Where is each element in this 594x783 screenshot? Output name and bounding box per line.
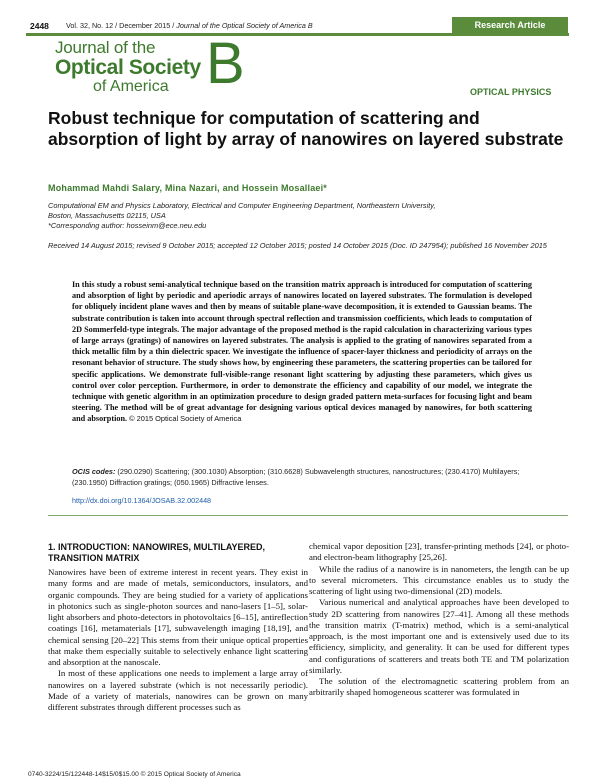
doi-link[interactable]: http://dx.doi.org/10.1364/JOSAB.32.002448 xyxy=(72,496,212,505)
corresponding-author: *Corresponding author: hosseinm@ece.neu.edu xyxy=(48,221,207,230)
affiliation-line: Boston, Massachusetts 02115, USA xyxy=(48,211,166,220)
journal-logo xyxy=(55,36,205,94)
affiliation xyxy=(48,201,568,231)
journal-name: Journal of the Optical Society of America B xyxy=(176,21,313,30)
abstract-text: In this study a robust semi-analytical technique based on the transition matrix approach is introduced for computation of scattering and absorption of light by periodic and aperiodic arrays of nanowires located on layered substrates. The formulation is developed for obliquely incident plane waves and then by means of suitable plane-wave decomposition, it is extended to Gaussian beams. The substrate contribution is taken into account through spectral reflection and transmission coefficients, which leads to computation of 2D Sommerfeld-type integrals. The major advantage of the proposed method is the rapid calculation in characterizing various types of large arrays (gratings) of nanowires on layered substrates. The analysis is applied to the grating of nanowires separated from a thick metallic film by a thin dielectric spacer. We investigate the influence of spacer-layer thickness and periodicity of arrays on the resonant behavior of structure. The study shows how, by engineering these parameters, the scattering properties can be tailored for specific applications. We demonstrate full-visible-range resonant light scattering by adjusting these parameters, which gives us control over color perception. Furthermore, in order to demonstrate the efficiency and capability of our model, we integrate the technique with genetic algorithm in an optimization procedure to design graded pattern meta-surfaces for focusing light and beam steering. The method will be of great advantage for designing various optical devices managed by nanowires, for both scattering and absorption. xyxy=(72,280,532,424)
paragraph: The solution of the electromagnetic scattering problem from an arbitrarily shaped homogeneous scatterer was formulated in xyxy=(309,676,569,698)
body-column-right xyxy=(309,541,569,699)
paragraph: chemical vapor deposition [23], transfer-printing methods [24], or photo- and electron-beam lithography [25,26]. xyxy=(309,541,569,563)
ocis-codes xyxy=(72,466,532,488)
logo-line1: Journal of the xyxy=(55,38,156,57)
paragraph: While the radius of a nanowire is in nanometers, the length can be up to several micrometers. This circumstance enables us to study the scattering of light using two-dimensional (2D) models. xyxy=(309,563,569,596)
ocis-label: OCIS codes: xyxy=(72,467,116,476)
page-footer: 0740-3224/15/122448-14$15/0$15.00 © 2015 Optical Society of America xyxy=(28,771,241,778)
paragraph: Nanowires have been of extreme interest in recent years. They exist in many forms and are made of metals, semiconductors, insulators, and organic compounds. They are being studied for a variety of applications in photonics such as single-photon sources and nano-lasers [1–5], solar-light absorbers and photo-detectors in photovoltaics [6–15], antireflection coatings [16], metamaterials [17], subwavelength imaging [18,19], and chemical sensing [20–22] This stems from their unique optical properties that make them especially suitable to selectively enhance light scattering and absorption at the nanoscale. xyxy=(48,567,308,667)
abstract-copyright: © 2015 Optical Society of America xyxy=(129,414,242,424)
body-column-left xyxy=(48,567,308,713)
page-number: 2448 xyxy=(30,21,49,31)
abstract xyxy=(72,279,532,425)
article-title: Robust technique for computation of scattering and absorption of light by array of nanowires on layered substrate xyxy=(48,108,564,149)
paragraph: In most of these applications one needs to implement a large array of nanowires on a layered substrate (which is not necessarily periodic). Made of a variety of materials, nanowires can be grown on many different substrates through different processes such as xyxy=(48,668,308,712)
affiliation-line: Computational EM and Physics Laboratory, Electrical and Computer Engineering Department, Northeastern University, xyxy=(48,201,436,210)
volume-info: Vol. 32, No. 12 / December 2015 / xyxy=(66,21,177,30)
section-divider xyxy=(48,515,568,516)
logo-letter: B xyxy=(206,31,245,96)
paragraph: Various numerical and analytical approaches have been developed to study 2D scattering from nanowires [27–41]. Among all these methods the transition matrix (T-matrix) method, which is a semi-analytical approach, is the most important one and is extensively used due to its efficiency, simplicity, and generality. It can be used for different types and configurations of scatterers and treats both TE and TM polarization similarly. xyxy=(309,597,569,675)
journal-reference xyxy=(66,21,313,30)
logo-line3: of America xyxy=(93,78,169,95)
author-list: Mohammad Mahdi Salary, Mina Nazari, and Hossein Mosallaei* xyxy=(48,183,328,193)
section-label: OPTICAL PHYSICS xyxy=(470,87,552,97)
article-type-badge: Research Article xyxy=(452,17,568,33)
ocis-text: (290.0290) Scattering; (300.1030) Absorption; (310.6628) Subwavelength structures, nanostructures; (230.4170) Multilayers; (230.1950) Diffraction gratings; (050.1965) Diffractive lenses. xyxy=(72,467,520,487)
logo-line2: Optical Society xyxy=(55,56,201,79)
publication-dates: Received 14 August 2015; revised 9 October 2015; accepted 12 October 2015; posted 14 October 2015 (Doc. ID 247954); published 16 November 2015 xyxy=(48,241,547,250)
section-heading: 1. INTRODUCTION: NANOWIRES, MULTILAYERED, TRANSITION MATRIX xyxy=(48,542,266,563)
